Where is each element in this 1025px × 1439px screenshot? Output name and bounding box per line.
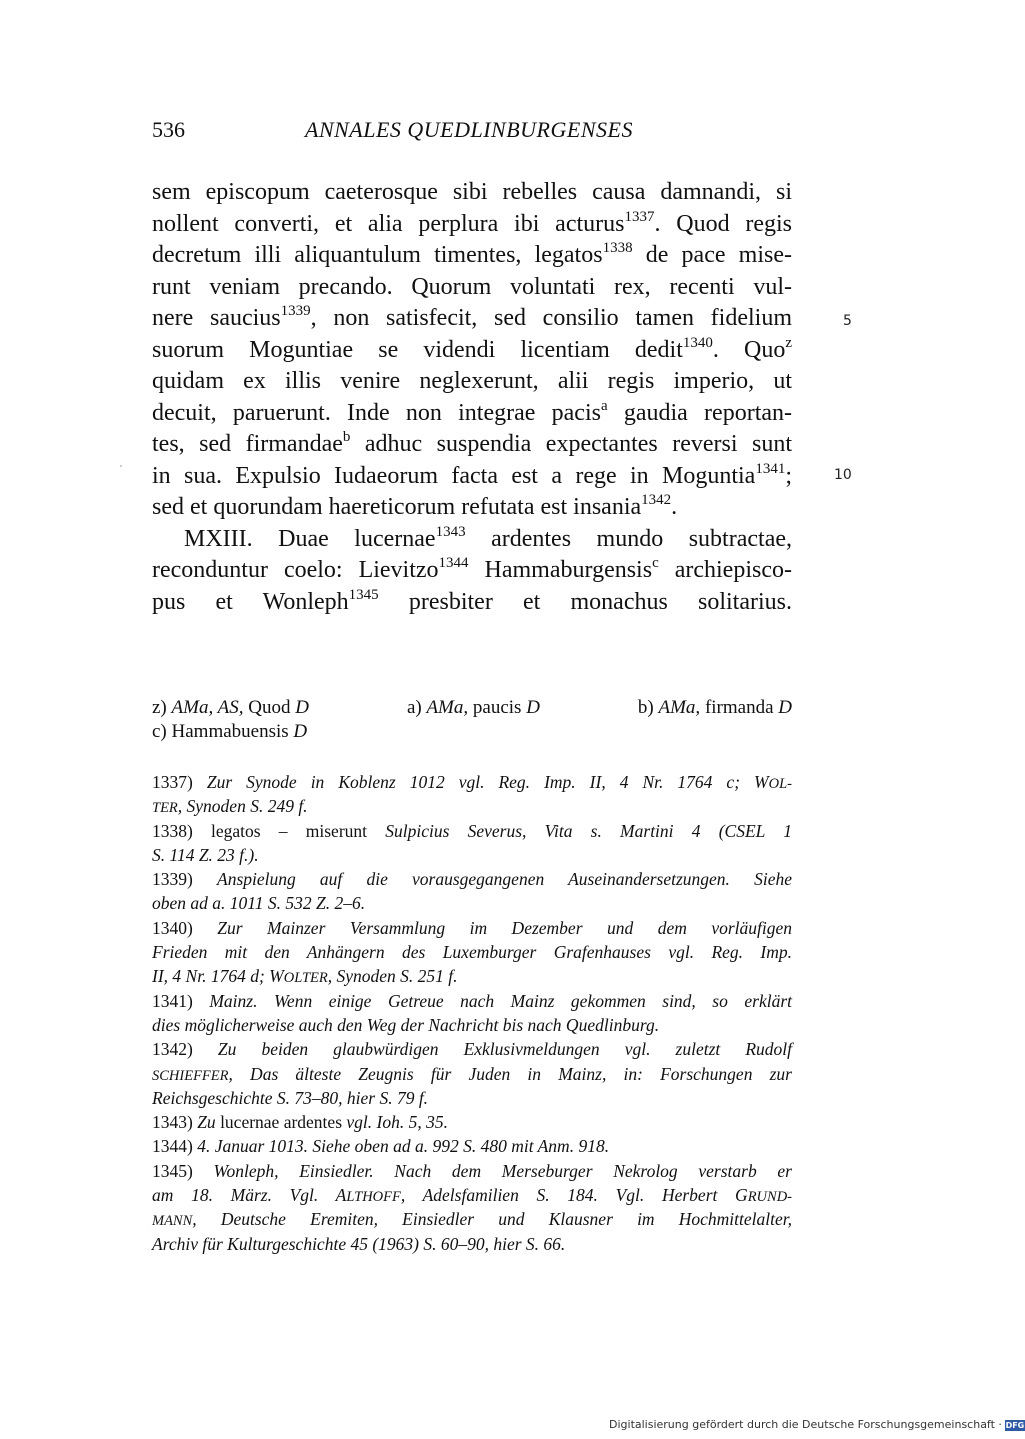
dfg-logo-icon: DFG: [1005, 1420, 1025, 1430]
apparatus-ref[interactable]: z: [785, 334, 792, 351]
text-line: in sua. Expulsio Iudaeorum facta est a rege in Moguntia$^{1341}$;: [152, 460, 792, 489]
footnote-line: dies möglicherweise auch den Weg der Nachricht bis nach Quedlinburg.: [152, 1014, 660, 1035]
line-number: 10: [834, 467, 852, 483]
apparatus-ref[interactable]: a: [600, 397, 608, 414]
footnote-line: II, 4 Nr. 1764 d; WOLTER, Synoden S. 251 f.: [152, 966, 458, 987]
footnote-ref[interactable]: 1342: [641, 492, 672, 508]
footnote-line: 1344) 4. Januar 1013. Siehe oben ad a. 992 S. 480 mit Anm. 918.: [152, 1136, 610, 1157]
footnote-line: Reichsgeschichte S. 73–80, hier S. 79 f.: [152, 1087, 429, 1108]
credit-text: Digitalisierung gefördert durch die Deutsche Forschungsgemeinschaft ·: [609, 1418, 1002, 1431]
footnote-ref[interactable]: 1337: [624, 208, 655, 225]
critical-apparatus: [152, 696, 792, 744]
apparatus-note: a) AMa, paucis D: [406, 697, 540, 718]
text-line: quidam ex illis venire neglexerunt, alii regis imperio, ut: [152, 368, 792, 394]
scan-speck: [120, 465, 122, 467]
apparatus-ref[interactable]: c: [652, 555, 659, 571]
text-line: decretum illi aliquantulum timentes, legatos$^{1338}$ de pace mise-: [152, 240, 792, 268]
text-line: reconduntur coelo: Lievitzo$^{1344}$ Hammaburgensis$^c$ archiepisco-: [152, 555, 792, 583]
footnote-line: 1340) Zur Mainzer Versammlung im Dezember und dem vorläufigen: [152, 917, 792, 938]
text-line: nollent converti, et alia perplura ibi acturus$^{1337}$. Quod regis: [152, 208, 792, 237]
footnote-line: 1339) Anspielung auf die vorausgegangenen Auseinandersetzungen. Siehe: [152, 869, 793, 890]
footnote-line: Archiv für Kulturgeschichte 45 (1963) S. 60–90, hier S. 66.: [152, 1233, 566, 1254]
page-number: 536: [152, 117, 185, 142]
footnote-ref[interactable]: 1345: [348, 586, 379, 603]
text-line: decuit, paruerunt. Inde non integrae pacis$^a$ gaudia reportan-: [152, 397, 793, 426]
footnote-line: Frieden mit den Anhängern des Luxemburger Grafenhauses vgl. Reg. Imp.: [152, 942, 792, 963]
footnote-line: am 18. März. Vgl. ALTHOFF, Adelsfamilien S. 184. Vgl. Herbert GRUND-: [152, 1185, 793, 1206]
apparatus-row: [152, 720, 792, 744]
footnote-line: 1337) Zur Synode in Koblenz 1012 vgl. Reg. Imp. II, 4 Nr. 1764 c; WOL-: [152, 772, 792, 792]
footnote-ref[interactable]: 1341: [755, 460, 786, 477]
footnote-line: S. 114 Z. 23 f.).: [152, 844, 259, 865]
apparatus-ref[interactable]: b: [342, 429, 351, 445]
main-text: [152, 177, 792, 618]
page-header: [152, 116, 792, 146]
apparatus-note: z) AMa, AS, Quod D: [152, 697, 309, 718]
footnote-line: oben ad a. 1011 S. 532 Z. 2–6.: [152, 893, 366, 914]
footnotes: [152, 770, 792, 1256]
text-line: MXIII. Duae lucernae$^{1343}$ ardentes mundo subtractae,: [184, 523, 792, 552]
text-line: nere saucius$^{1339}$, non satisfecit, sed consilio tamen fidelium: [152, 303, 792, 331]
text-line: sem episcopum caeterosque sibi rebelles causa damnandi, si: [152, 179, 792, 205]
footnote-line: 1343) Zu lucernae ardentes vgl. Ioh. 5, 35.: [152, 1112, 448, 1133]
text-line: suorum Moguntiae se videndi licentiam dedit$^{1340}$. Quo$^z$: [152, 334, 792, 363]
footnote-line: 1338) legatos – miserunt Sulpicius Severus, Vita s. Martini 4 (CSEL 1: [152, 820, 793, 841]
footnote-ref[interactable]: 1338: [602, 240, 633, 256]
text-line: tes, sed firmandae$^b$ adhuc suspendia expectantes reversi sunt: [152, 429, 792, 457]
footnote-line: TER, Synoden S. 249 f.: [152, 796, 308, 817]
apparatus-row: [152, 696, 792, 720]
footnote-line: MANN, Deutsche Eremiten, Einsiedler und Klausner im Hochmittelalter,: [152, 1209, 792, 1230]
footnote-line: 1341) Mainz. Wenn einige Getreue nach Mainz gekommen sind, so erklärt: [152, 990, 792, 1011]
footnote-ref[interactable]: 1343: [435, 523, 466, 540]
text-line: runt veniam precando. Quorum voluntati rex, recenti vul-: [152, 273, 792, 300]
footnote-ref[interactable]: 1340: [682, 334, 713, 351]
text-line: sed et quorundam haereticorum refutata est insania$^{1342}$.: [152, 492, 678, 520]
footnote-line: SCHIEFFER, Das älteste Zeugnis für Juden in Mainz, in: Forschungen zur: [152, 1063, 792, 1084]
footnote-ref[interactable]: 1344: [438, 555, 469, 571]
footnote-line: 1345) Wonleph, Einsiedler. Nach dem Merseburger Nekrolog verstarb er: [152, 1160, 792, 1181]
running-title: ANNALES QUEDLINBURGENSES: [305, 117, 633, 142]
apparatus-note: b) AMa, firmanda D: [637, 697, 792, 718]
footnote-ref[interactable]: 1339: [280, 303, 311, 319]
footnote-line: 1342) Zu beiden glaubwürdigen Exklusivmeldungen vgl. zuletzt Rudolf: [152, 1039, 792, 1060]
line-number: 5: [843, 313, 852, 329]
text-line: pus et Wonleph$^{1345}$ presbiter et monachus solitarius.: [152, 586, 792, 615]
digitization-credit: [609, 1418, 1025, 1431]
apparatus-note: c) Hammabuensis D: [152, 721, 308, 742]
